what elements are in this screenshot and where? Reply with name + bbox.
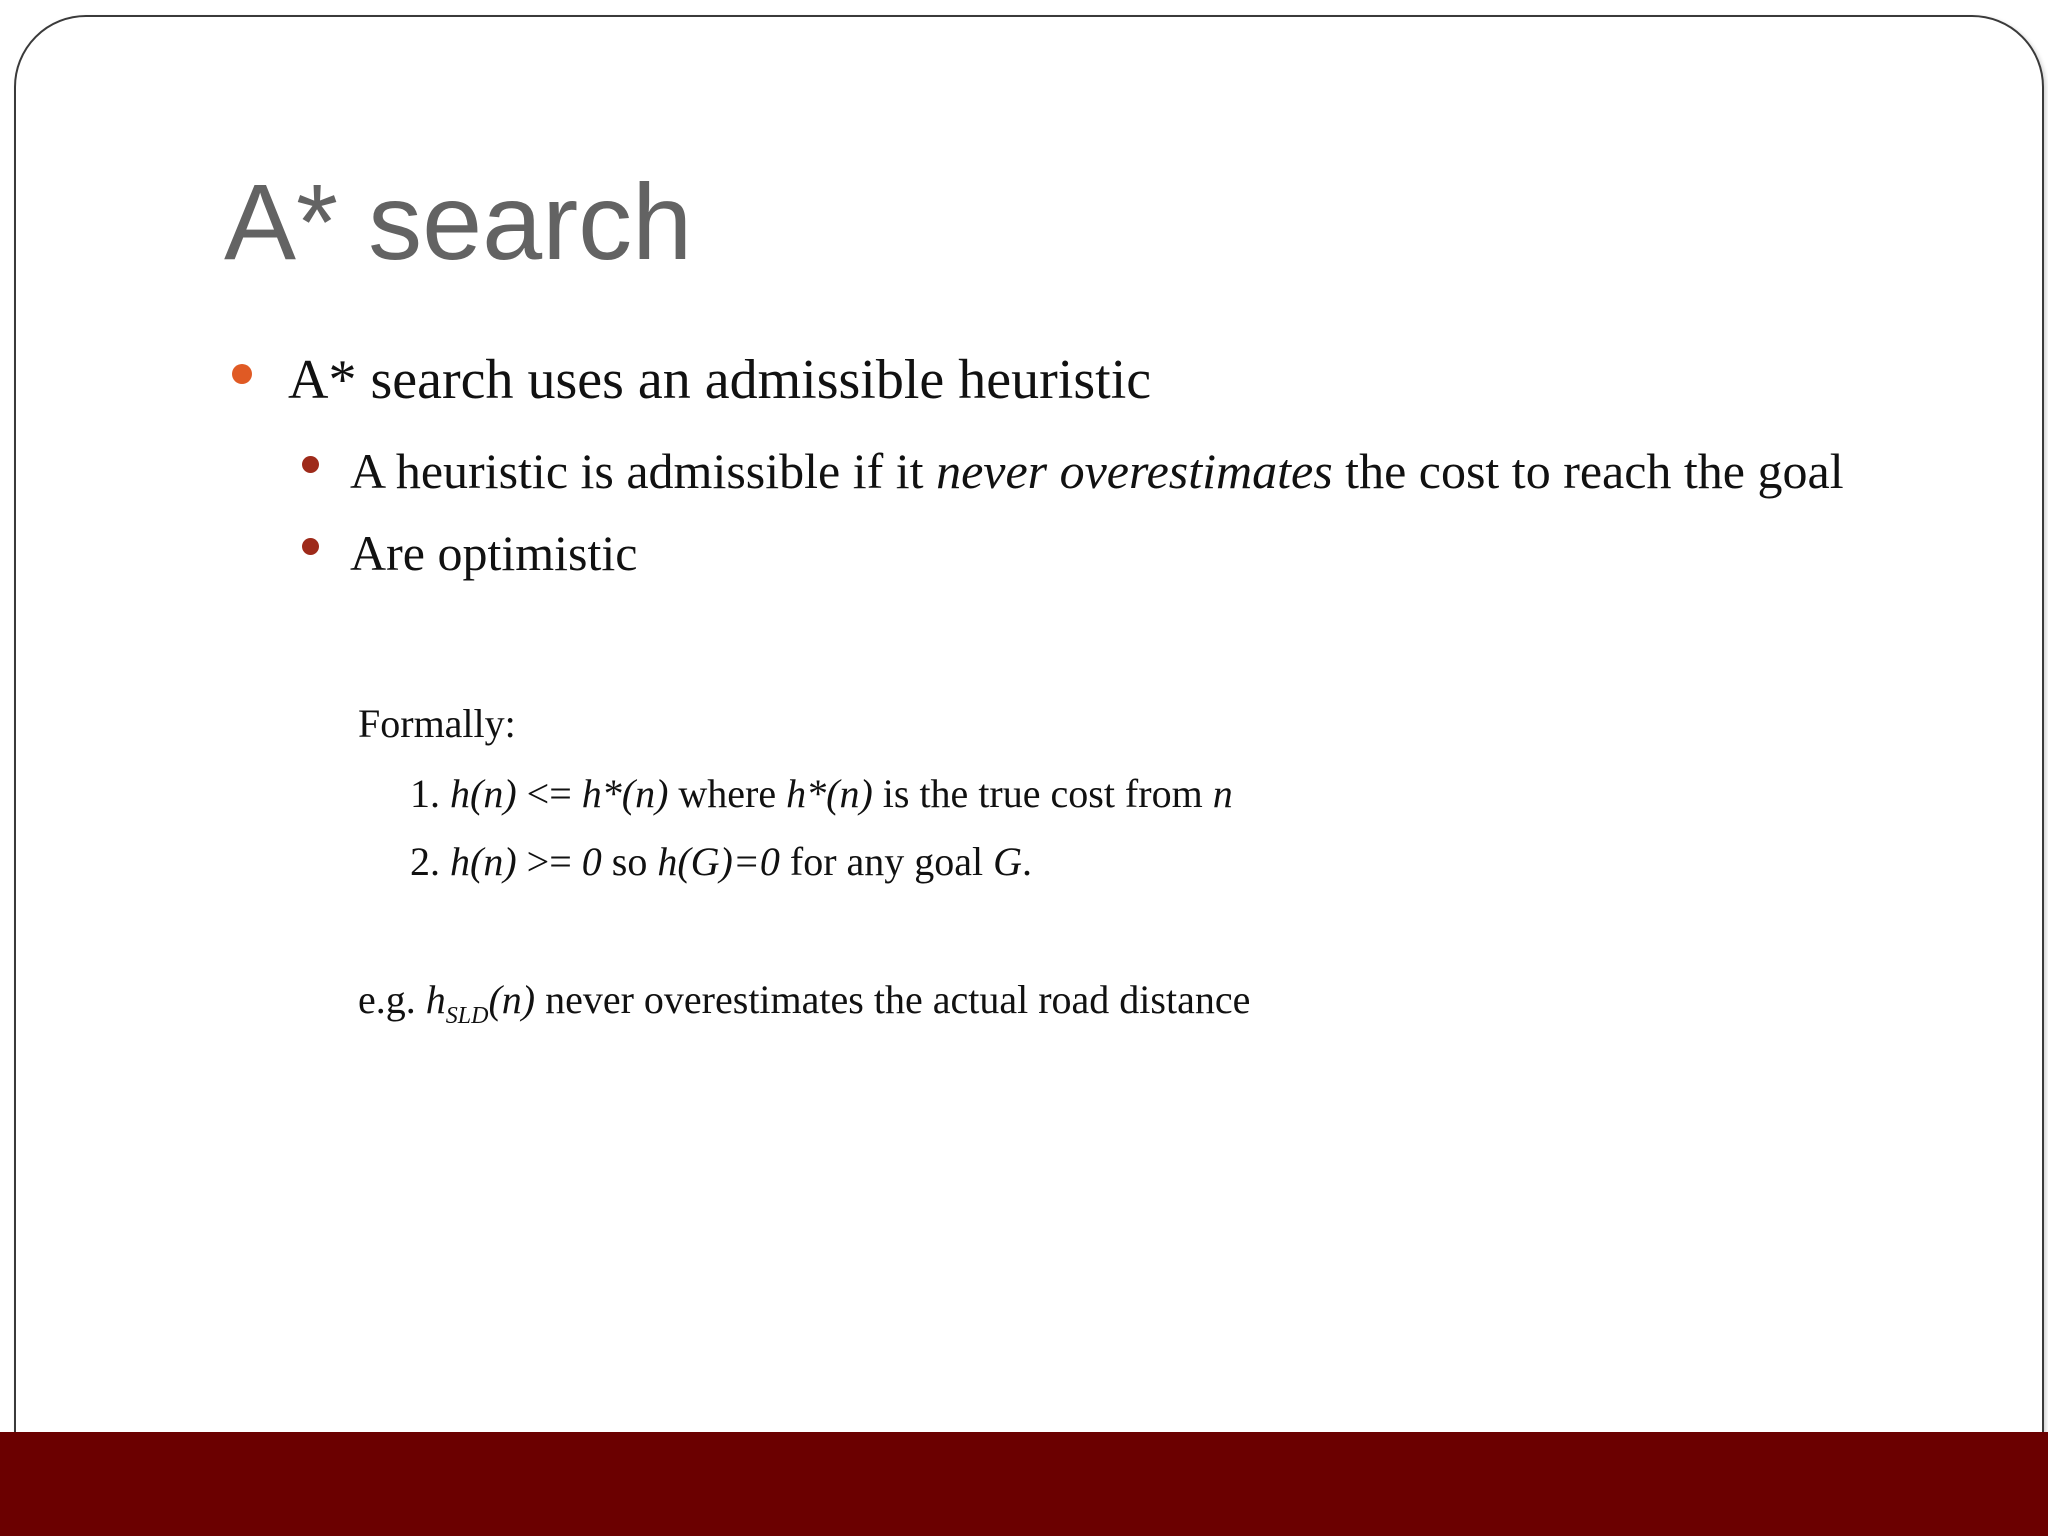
bullet-text: A* search uses an admissible heuristic (288, 349, 1152, 411)
math-expr: n (1212, 771, 1233, 816)
math-expr: G (993, 839, 1023, 884)
text-fragment: so (601, 839, 658, 884)
formal-condition-1 (410, 771, 1233, 816)
bullet-text-pre: A heuristic is admissible if it (350, 443, 937, 499)
item-number: 2. (410, 839, 450, 884)
math-expr: h(n) (450, 839, 517, 884)
bullet-text: Are optimistic (350, 525, 638, 581)
math-operator: >= (516, 839, 582, 884)
text-fragment: e.g. (358, 977, 426, 1022)
bullet-marker-level1 (232, 364, 252, 384)
slide-title: A* search (224, 161, 693, 282)
bullet-admissible-definition (350, 443, 1844, 499)
text-fragment: where (668, 771, 787, 816)
bullet-admissible-heuristic (288, 349, 1152, 411)
formally-label: Formally: (358, 701, 516, 746)
item-number: 1. (410, 771, 450, 816)
math-subscript: SLD (445, 1003, 489, 1029)
text-fragment: never overestimates the actual road distance (535, 977, 1251, 1022)
footer-bar (0, 1432, 2048, 1536)
bullet-text-emphasis: never overestimates (936, 443, 1333, 499)
text-fragment: . (1022, 839, 1033, 884)
math-expr: h (425, 977, 446, 1022)
example-line (358, 977, 1251, 1029)
math-expr: h*(n) (786, 771, 873, 816)
bullet-optimistic (350, 525, 638, 581)
math-expr: h(G)=0 (657, 839, 780, 884)
math-expr: h*(n) (581, 771, 669, 816)
math-expr: (n) (488, 977, 536, 1022)
math-expr: 0 (581, 839, 602, 884)
formal-condition-2 (410, 839, 1033, 884)
text-fragment: is the true cost from (872, 771, 1213, 816)
bullet-text-post: the cost to reach the goal (1332, 443, 1844, 499)
bullet-marker-level2 (302, 538, 319, 555)
bullet-marker-level2 (302, 456, 319, 473)
text-fragment: for any goal (779, 839, 994, 884)
math-operator: <= (516, 771, 582, 816)
math-expr: h(n) (450, 771, 517, 816)
